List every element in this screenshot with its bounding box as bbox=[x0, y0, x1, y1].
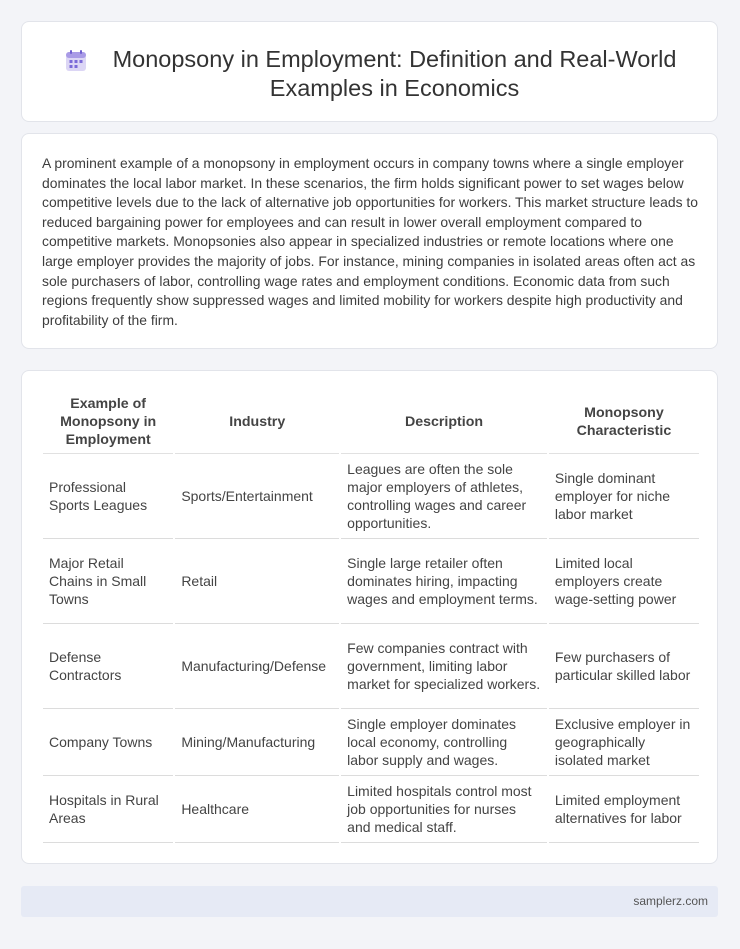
cell-characteristic: Few purchasers of particular skilled labor bbox=[548, 624, 699, 709]
cell-industry: Manufacturing/Defense bbox=[174, 624, 340, 709]
table-row bbox=[43, 709, 699, 776]
column-header-example: Example of Monopsony in Employment bbox=[43, 391, 174, 454]
cell-description: Few companies contract with government, limiting labor market for specialized workers. bbox=[340, 624, 548, 709]
cell-example: Company Towns bbox=[43, 709, 174, 776]
cell-characteristic: Single dominant employer for niche labor market bbox=[548, 454, 699, 539]
cell-example: Defense Contractors bbox=[43, 624, 174, 709]
footer-site-link[interactable]: samplerz.com bbox=[633, 894, 708, 908]
title-card bbox=[21, 21, 718, 122]
cell-industry: Mining/Manufacturing bbox=[174, 709, 340, 776]
cell-characteristic: Limited local employers create wage-setting power bbox=[548, 539, 699, 624]
page-title: Monopsony in Employment: Definition and Real-World Examples in Economics bbox=[112, 46, 677, 101]
cell-industry: Healthcare bbox=[174, 776, 340, 843]
intro-card bbox=[21, 133, 718, 349]
column-header-industry: Industry bbox=[174, 391, 340, 454]
cell-description: Single large retailer often dominates hiring, impacting wages and employment terms. bbox=[340, 539, 548, 624]
intro-paragraph: A prominent example of a monopsony in employment occurs in company towns where a single employer dominates the local labor market. In these scenarios, the firm holds significant power to set wages below competitive levels due to the lack of alternative job opportunities for workers. This market structure leads to reduced bargaining power for employees and can result in lower overall employment compared to competitive markets. Monopsonies also appear in specialized industries or remote locations where one large employer provides the majority of jobs. For instance, mining companies in isolated areas often act as sole purchasers of labor, controlling wage rates and employment conditions. Economic data from such regions frequently show suppressed wages and limited mobility for workers despite high productivity and profitability of the firm. bbox=[42, 155, 699, 328]
cell-example: Hospitals in Rural Areas bbox=[43, 776, 174, 843]
cell-description: Limited hospitals control most job opportunities for nurses and medical staff. bbox=[340, 776, 548, 843]
table-row bbox=[43, 454, 699, 539]
table-row bbox=[43, 776, 699, 843]
table-row bbox=[43, 539, 699, 624]
cell-description: Single employer dominates local economy, controlling labor supply and wages. bbox=[340, 709, 548, 776]
table-header-row bbox=[43, 391, 699, 454]
column-header-description: Description bbox=[340, 391, 548, 454]
cell-industry: Retail bbox=[174, 539, 340, 624]
cell-industry: Sports/Entertainment bbox=[174, 454, 340, 539]
cell-description: Leagues are often the sole major employers of athletes, controlling wages and career opportunities. bbox=[340, 454, 548, 539]
column-header-characteristic: Monopsony Characteristic bbox=[548, 391, 699, 454]
examples-table bbox=[43, 391, 699, 843]
cell-example: Professional Sports Leagues bbox=[43, 454, 174, 539]
cell-example: Major Retail Chains in Small Towns bbox=[43, 539, 174, 624]
table-card bbox=[21, 370, 718, 864]
cell-characteristic: Exclusive employer in geographically isolated market bbox=[548, 709, 699, 776]
calendar-icon bbox=[64, 49, 88, 73]
table-row bbox=[43, 624, 699, 709]
footer bbox=[21, 886, 718, 917]
cell-characteristic: Limited employment alternatives for labor bbox=[548, 776, 699, 843]
